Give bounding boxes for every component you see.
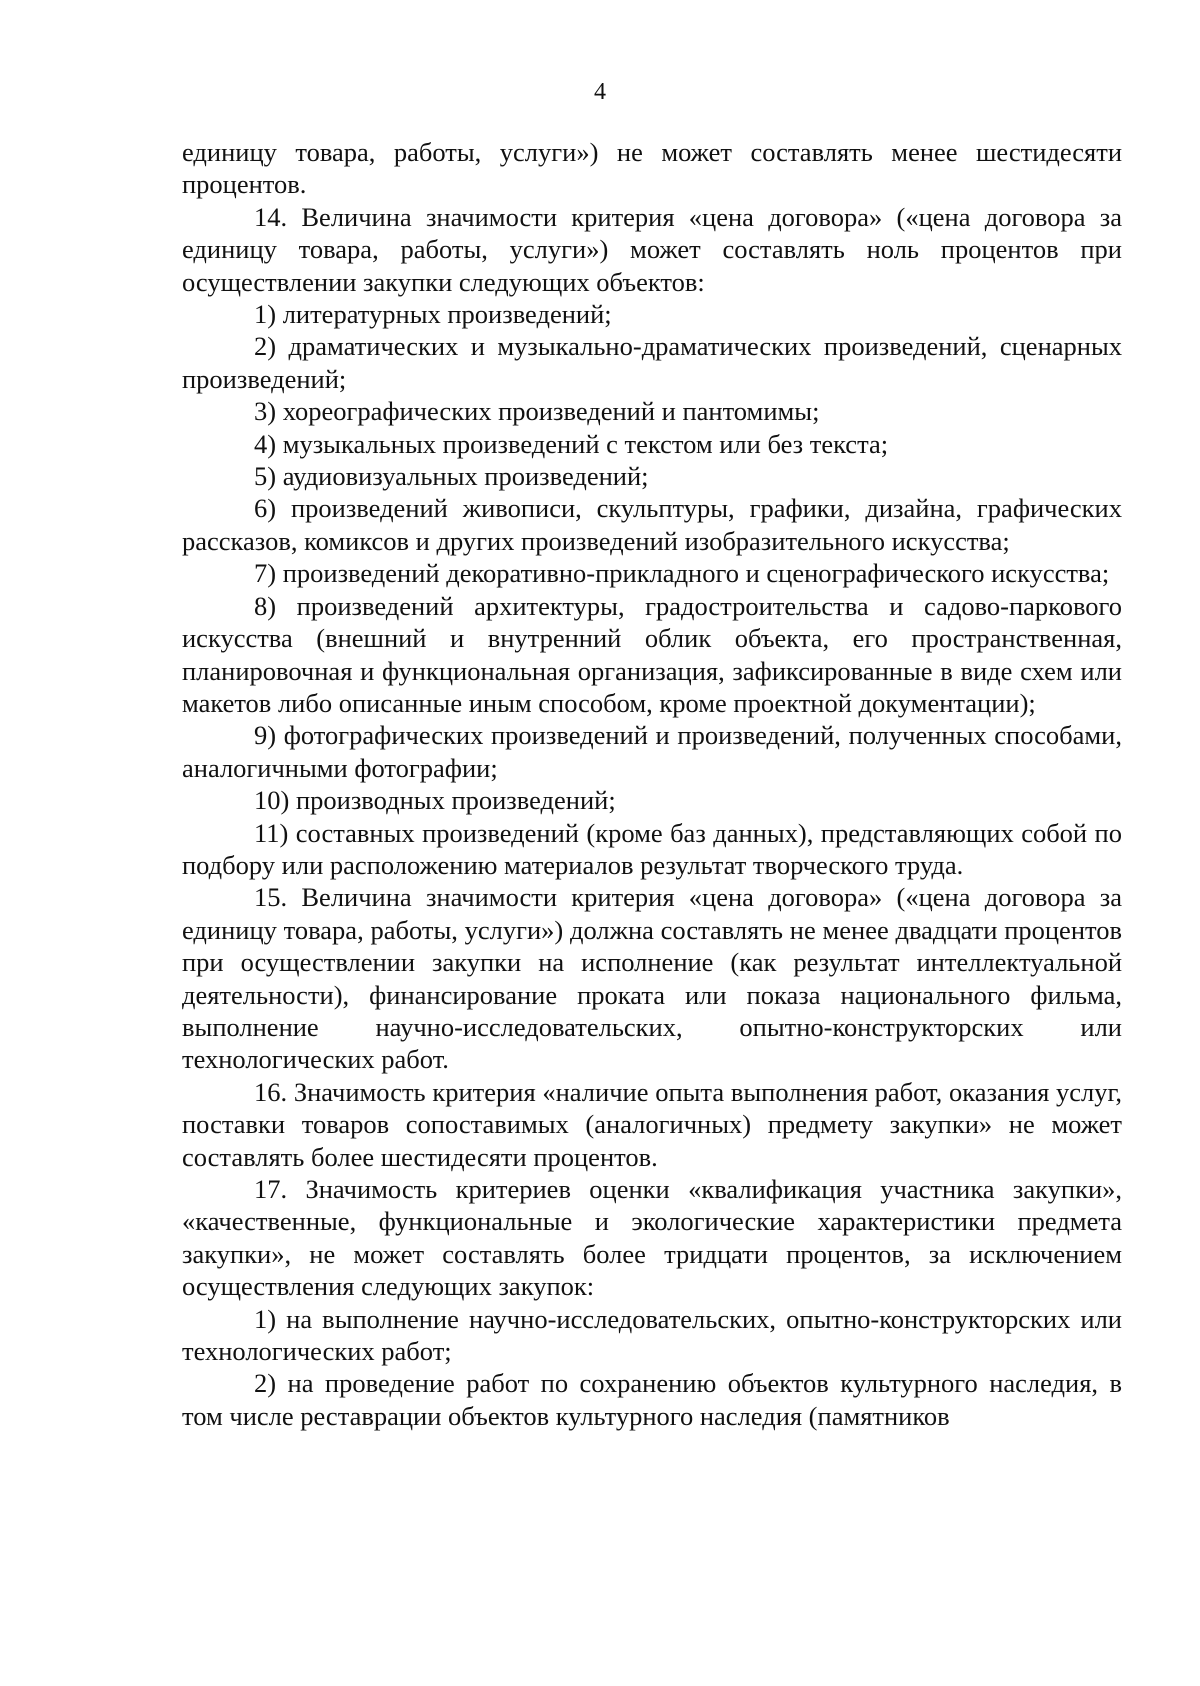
list-item-17-2: 2) на проведение работ по сохранению объектов культурного наследия, в том числе реставрации объектов культурного наследия (памятников <box>182 1368 1122 1431</box>
list-item-14-8: 8) произведений архитектуры, градостроительства и садово-паркового искусства (внешний и внутренний облик объекта, его пространственная, планировочная и функциональная организация, зафиксированные в виде схем или макетов либо описанные иным способом, кроме проектной документации); <box>182 590 1122 718</box>
list-item-14-2: 2) драматических и музыкально-драматических произведений, сценарных произведений; <box>182 331 1122 394</box>
list-item-14-4: 4) музыкальных произведений с текстом или без текста; <box>254 428 889 459</box>
paragraph-clause-16: 16. Значимость критерия «наличие опыта выполнения работ, оказания услуг, поставки товаров сопоставимых (аналогичных) предмету закупки» не может составлять более шестидесяти процентов. <box>182 1076 1122 1172</box>
paragraph-continuation: единицу товара, работы, услуги») не может составлять менее шестидесяти процентов. <box>182 137 1122 200</box>
paragraph-clause-14: 14. Величина значимости критерия «цена договора» («цена договора за единицу товара, работы, услуги») может составлять ноль процентов при осуществлении закупки следующих объектов: <box>182 201 1122 297</box>
list-item-14-5: 5) аудиовизуальных произведений; <box>254 461 649 492</box>
list-item-14-11: 11) составных произведений (кроме баз данных), представляющих собой по подбору или расположению материалов результат творческого труда. <box>182 817 1122 880</box>
list-item-14-1: 1) литературных произведений; <box>254 299 612 330</box>
list-item-14-9: 9) фотографических произведений и произведений, полученных способами, аналогичными фотографии; <box>182 720 1122 783</box>
paragraph-clause-17: 17. Значимость критериев оценки «квалификация участника закупки», «качественные, функциональные и экологические характеристики предмета закупки», не может составлять более тридцати процентов, за исключением осуществления следующих закупок: <box>182 1174 1122 1302</box>
document-body <box>182 136 1122 1432</box>
list-item-14-6: 6) произведений живописи, скульптуры, графики, дизайна, графических рассказов, комиксов и других произведений изобразительного искусства; <box>182 493 1122 556</box>
list-item-14-7: 7) произведений декоративно-прикладного и сценографического искусства; <box>254 558 1110 589</box>
list-item-17-1: 1) на выполнение научно-исследовательских, опытно-конструкторских или технологических работ; <box>182 1303 1122 1367</box>
list-item-14-10: 10) производных произведений; <box>254 785 616 816</box>
list-item-14-3: 3) хореографических произведений и пантомимы; <box>254 396 820 427</box>
paragraph-clause-15: 15. Величина значимости критерия «цена договора» («цена договора за единицу товара, работы, услуги») должна составлять не менее двадцати процентов при осуществлении закупки на исполнение (как результат интеллектуальной деятельности), финансирование проката или показа национального фильма, выполнение научно-исследовательских, опытно-конструкторских или технологических работ. <box>182 882 1122 1075</box>
page-number: 4 <box>594 79 606 105</box>
